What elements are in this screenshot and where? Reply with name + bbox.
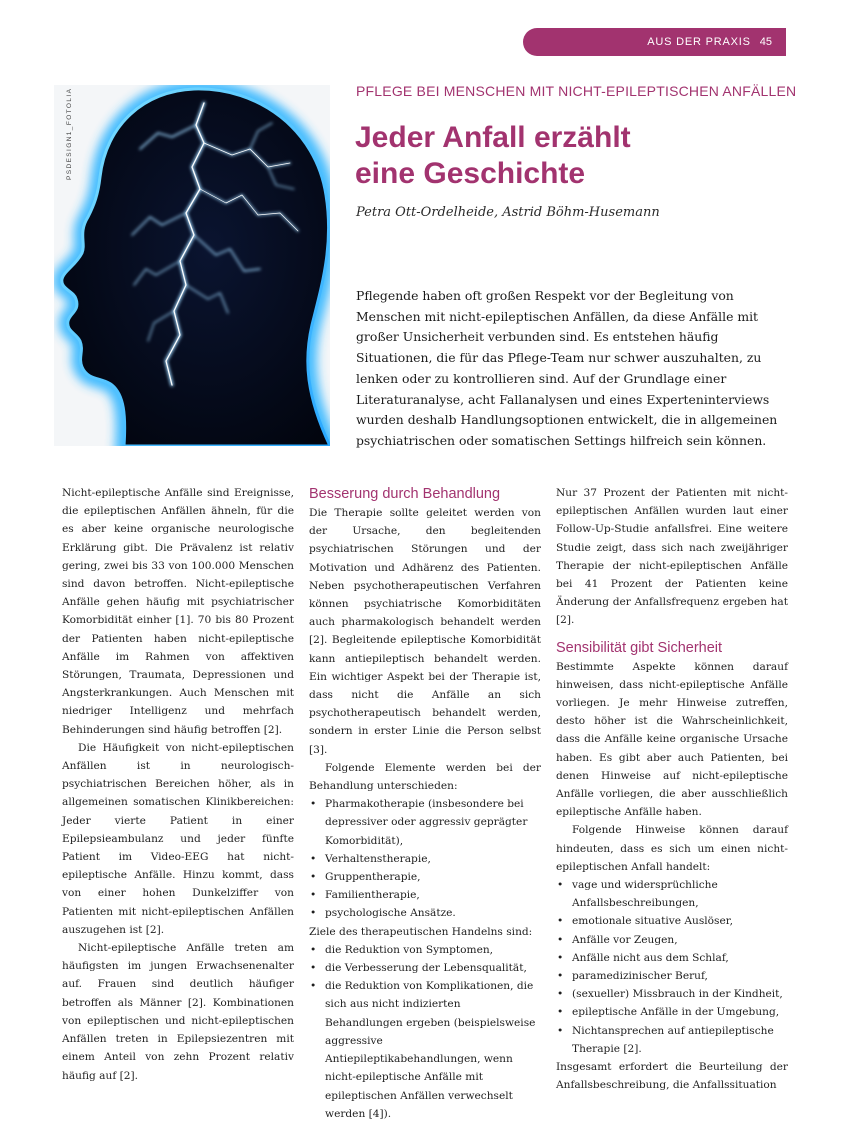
list-item: • psychologische Ansätze. (309, 904, 541, 922)
title-line-1: Jeder Anfall erzählt (355, 121, 631, 154)
list-item: • Familientherapie, (309, 886, 541, 904)
bullet-list (556, 876, 788, 1058)
list-item: • emotionale situative Auslöser, (556, 912, 788, 930)
article-title (355, 120, 795, 192)
article-lead: Pflegende haben oft großen Respekt vor der Begleitung von Menschen mit nicht-epileptischen Anfällen, da diese Anfälle mit großer Unsicherheit verbunden sind. Es entstehen häufig Situationen, die für das Pflege-Team nur schwer auszuhalten, zu lenken oder zu kontrollieren sind. Auf der Grundlage einer Literaturanalyse, acht Fallanalysen und eines Experteninterviews wurden deshalb Handlungsoptionen entwickelt, die in allgemeinen psychiatrischen oder somatischen Settings hilfreich sein können. (356, 288, 778, 448)
bullet-list (309, 795, 541, 922)
list-item: • Nichtansprechen auf antiepileptische Therapie [2]. (556, 1022, 788, 1058)
section-label: AUS DER PRAXIS (647, 36, 751, 48)
paragraph: Ziele des therapeutischen Handelns sind: (309, 925, 533, 938)
list-item: • vage und widersprüchliche Anfallsbeschreibungen, (556, 876, 788, 912)
paragraph: Folgende Elemente werden bei der Behandlung unterschieden: (309, 761, 541, 793)
bullet-list (309, 941, 541, 1123)
list-item: • Gruppentherapie, (309, 868, 541, 886)
section-heading: Besserung durch Behandlung (309, 486, 501, 502)
article-kicker: PFLEGE BEI MENSCHEN MIT NICHT-EPILEPTISCHEN ANFÄLLEN (356, 83, 797, 99)
column-2 (309, 484, 541, 1123)
section-heading: Sensibilität gibt Sicherheit (556, 639, 723, 656)
paragraph: Insgesamt erfordert die Beurteilung der Anfallsbeschreibung, die Anfallssituation (556, 1061, 788, 1092)
list-item: • Pharmakotherapie (insbesondere bei depressiver oder aggressiv geprägter Komorbidität), (309, 795, 541, 850)
paragraph: Nicht-epileptische Anfälle sind Ereignisse, die epileptischen Anfällen ähneln, für die es aber keine organische neurologische Erklärung gibt. Die Prävalenz ist relativ gering, zwei bis 33 von 100.000 Menschen sind davon betroffen. Nicht-epileptische Anfälle gehen häufig mit psychiatrischer Komorbidität einher [1]. 70 bis 80 Prozent der Patienten haben nicht-epileptische Anfälle im Rahmen von affektiven Störungen, Traumata, Depressionen und Angsterkrankungen. Auch Menschen mit niedriger Intelligenz und mehrfach Behinderungen sind häufig betroffen [2]. (62, 487, 294, 736)
paragraph: Nur 37 Prozent der Patienten mit nicht-epileptischen Anfällen wurden laut einer Follow-Up-Studie anfallsfrei. Eine weitere Studie zeigt, dass sich nach zweijähriger Therapie der nicht-epileptischen Anfälle bei 41 Prozent der Patienten keine Änderung der Anfallsfrequenz ergeben hat [2]. (556, 487, 788, 627)
list-item: • (sexueller) Missbrauch in der Kindheit, (556, 985, 788, 1003)
photo-credit: PSDESIGN1_FOTOLIA (66, 87, 73, 180)
section-tab (523, 28, 786, 56)
column-3 (556, 484, 788, 1095)
list-item: • epileptische Anfälle in der Umgebung, (556, 1003, 788, 1021)
column-1 (62, 484, 294, 1085)
list-item: • Verhaltenstherapie, (309, 850, 541, 868)
list-item: • Anfälle nicht aus dem Schlaf, (556, 949, 788, 967)
list-item: • Anfälle vor Zeugen, (556, 931, 788, 949)
paragraph: Die Häufigkeit von nicht-epileptischen Anfällen ist in neurologisch-psychiatrischen Bereichen höher, als in allgemeinen somatischen Klinikbereichen: Jeder vierte Patient in einer Epilepsieambulanz und jeder fünfte Patient im Video-EEG hat nicht-epileptische Anfälle. Hinzu kommt, dass von einer hohen Dunkelziffer von Patienten mit nicht-epileptischen Anfällen auszugehen ist [2]. (62, 741, 294, 936)
head-lightning-illustration (54, 85, 330, 446)
list-item: • die Verbesserung der Lebensqualität, (309, 959, 541, 977)
title-line-2: eine Geschichte (355, 157, 586, 190)
paragraph: Die Therapie sollte geleitet werden von der Ursache, den begleitenden psychiatrischen Störungen und der Motivation und Adhärenz des Patienten. Neben psychotherapeutischen Verfahren können psychiatrische Komorbiditäten auch pharmakologisch behandelt werden [2]. Begleitende epileptische Komorbidität kann antiepileptisch behandelt werden. Ein wichtiger Aspekt bei der Therapie ist, dass nicht die Anfälle an sich psychotherapeutisch behandelt werden, sondern in erster Linie die Person selbst [3]. (309, 507, 541, 756)
list-item: • die Reduktion von Symptomen, (309, 941, 541, 959)
paragraph: Folgende Hinweise können darauf hindeuten, dass es sich um einen nicht-epileptischen Anfall handelt: (556, 824, 788, 873)
list-item: • die Reduktion von Komplikationen, die sich aus nicht indizierten Behandlungen ergeben (beispielsweise aggressive Antiepileptikabehandlungen, wenn nicht-epileptische Anfälle mit epileptischen Anfällen verwechselt werden [4]). (309, 977, 541, 1123)
page-number: 45 (759, 36, 772, 48)
article-authors: Petra Ott-Ordelheide, Astrid Böhm-Husemann (356, 205, 660, 220)
paragraph: Nicht-epileptische Anfälle treten am häufigsten im jungen Erwachsenenalter auf. Frauen sind deutlich häufiger betroffen als Männer [2]. Kombinationen von epileptischen und nicht-epileptischen Anfällen treten in Epilepsiezentren mit einem Anteil von zehn Prozent relativ häufig auf [2]. (62, 942, 294, 1082)
paragraph: Bestimmte Aspekte können darauf hinweisen, dass nicht-epileptische Anfälle vorliegen. Je mehr Hinweise zutreffen, desto höher ist die Wahrscheinlichkeit, dass die Anfälle keine organische Ursache haben. Es gibt aber auch Patienten, bei denen Hinweise auf nicht-epileptische Anfälle vorliegen, die aber ausschließlich epileptische Anfälle haben. (556, 660, 788, 819)
list-item: • paramedizinischer Beruf, (556, 967, 788, 985)
head-lightning-image (54, 85, 330, 446)
